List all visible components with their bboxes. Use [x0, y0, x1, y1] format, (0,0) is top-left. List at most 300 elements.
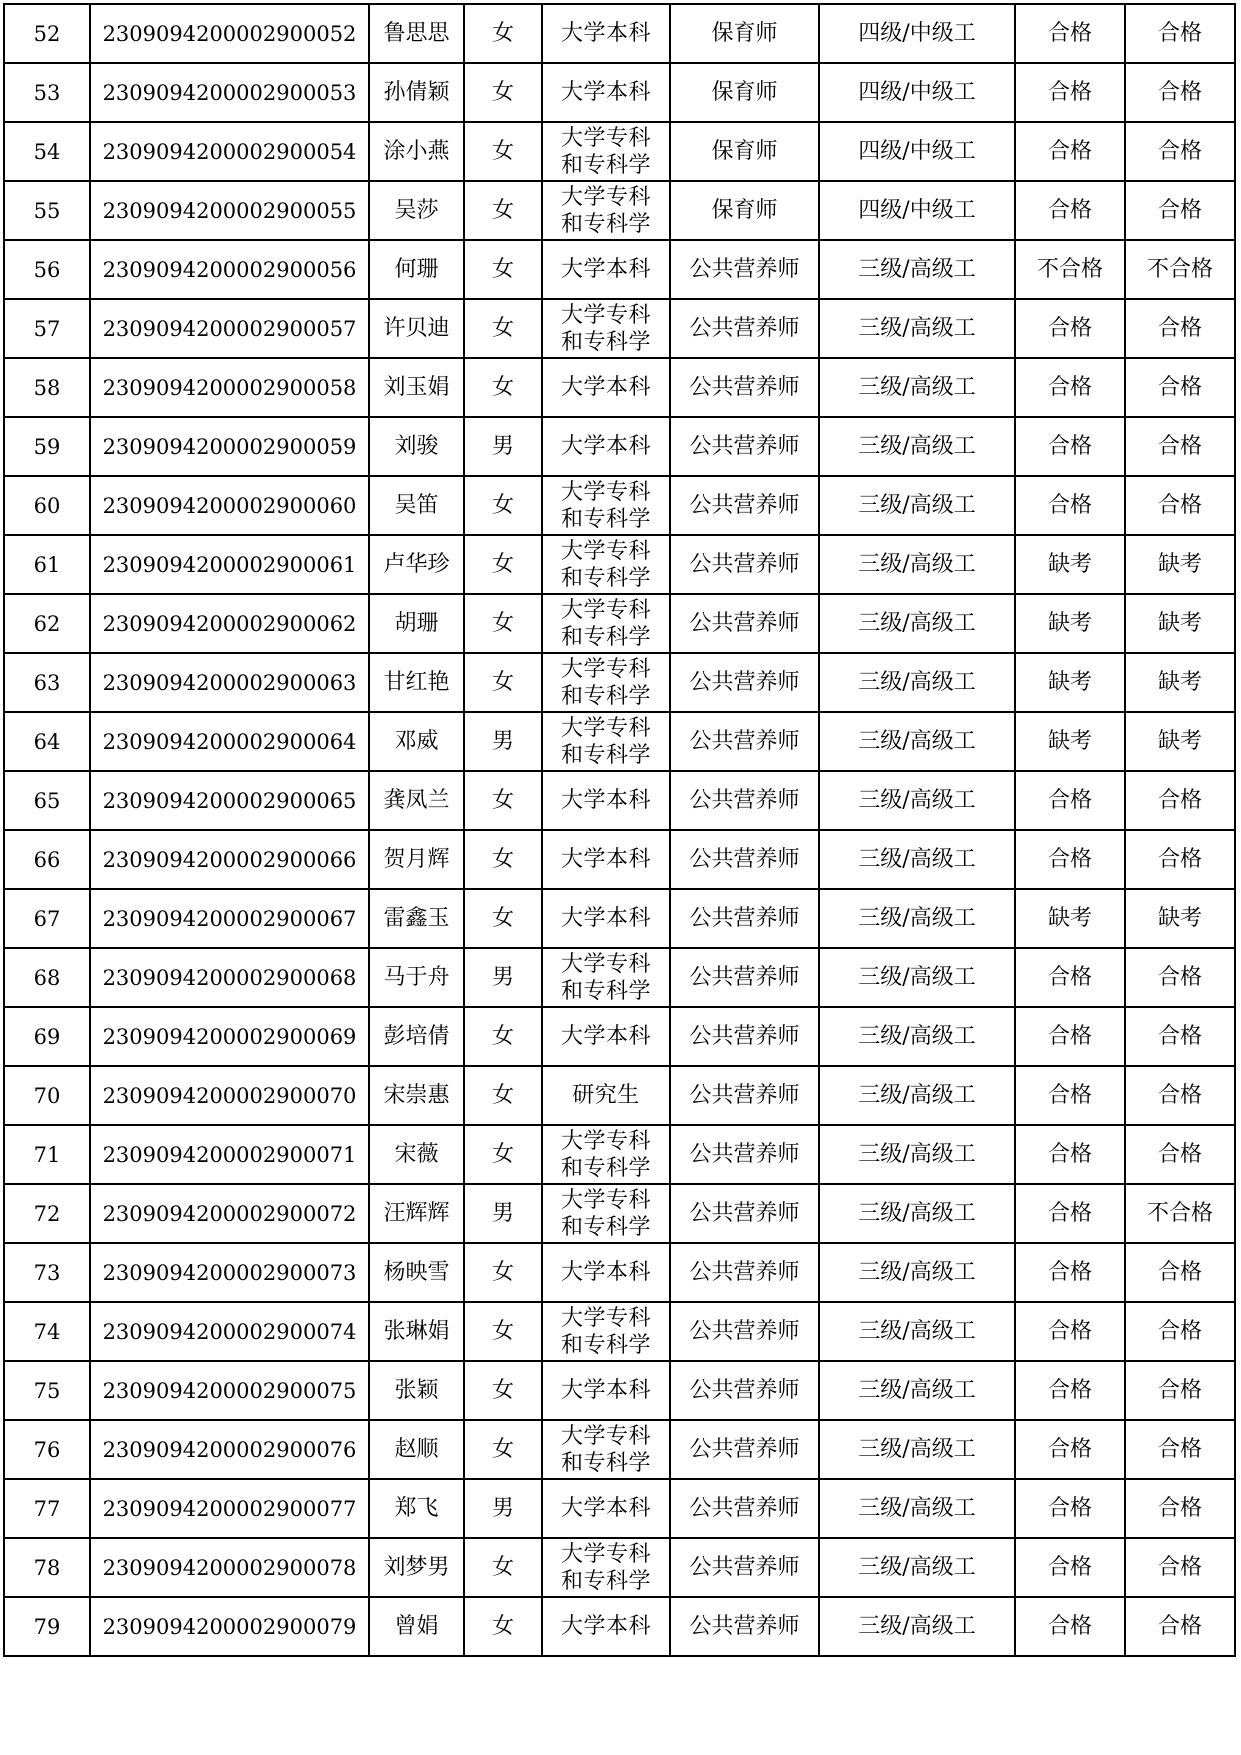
practical-result: 缺考 — [1125, 889, 1235, 948]
table-row — [4, 4, 1235, 63]
skill-level: 三级/高级工 — [819, 1125, 1015, 1184]
candidate-name: 吴莎 — [369, 181, 464, 240]
gender: 女 — [464, 594, 542, 653]
results-table — [3, 3, 1236, 1657]
certificate-id: 2309094200002900058 — [90, 358, 369, 417]
candidate-name: 刘骏 — [369, 417, 464, 476]
education-line: 大学本科 — [560, 788, 651, 813]
education — [542, 299, 670, 358]
skill-level: 三级/高级工 — [819, 417, 1015, 476]
occupation: 公共营养师 — [670, 1538, 819, 1597]
certificate-id: 2309094200002900070 — [90, 1066, 369, 1125]
education-line: 和专科学 — [560, 211, 651, 237]
occupation: 保育师 — [670, 63, 819, 122]
skill-level: 四级/中级工 — [819, 4, 1015, 63]
table-row — [4, 1302, 1235, 1361]
certificate-id: 2309094200002900071 — [90, 1125, 369, 1184]
education — [542, 712, 670, 771]
education-line: 大学本科 — [560, 21, 651, 46]
practical-result: 合格 — [1125, 299, 1235, 358]
gender: 女 — [464, 1066, 542, 1125]
education-line: 大学专科 — [560, 656, 651, 682]
occupation: 公共营养师 — [670, 1243, 819, 1302]
candidate-name: 马于舟 — [369, 948, 464, 1007]
certificate-id: 2309094200002900057 — [90, 299, 369, 358]
practical-result: 合格 — [1125, 1361, 1235, 1420]
skill-level: 三级/高级工 — [819, 1361, 1015, 1420]
occupation: 公共营养师 — [670, 358, 819, 417]
theory-result: 缺考 — [1015, 712, 1125, 771]
table-row — [4, 948, 1235, 1007]
gender: 男 — [464, 1184, 542, 1243]
education — [542, 181, 670, 240]
occupation: 保育师 — [670, 4, 819, 63]
occupation: 公共营养师 — [670, 240, 819, 299]
education-line: 大学专科 — [560, 1305, 651, 1331]
candidate-name: 吴笛 — [369, 476, 464, 535]
certificate-id: 2309094200002900077 — [90, 1479, 369, 1538]
occupation: 公共营养师 — [670, 948, 819, 1007]
theory-result: 合格 — [1015, 1066, 1125, 1125]
table-row — [4, 830, 1235, 889]
occupation: 公共营养师 — [670, 1597, 819, 1656]
theory-result: 缺考 — [1015, 535, 1125, 594]
education — [542, 535, 670, 594]
education — [542, 948, 670, 1007]
gender: 女 — [464, 1243, 542, 1302]
candidate-name: 张颖 — [369, 1361, 464, 1420]
skill-level: 三级/高级工 — [819, 771, 1015, 830]
theory-result: 合格 — [1015, 1479, 1125, 1538]
candidate-name: 雷鑫玉 — [369, 889, 464, 948]
skill-level: 四级/中级工 — [819, 181, 1015, 240]
row-number: 67 — [4, 889, 90, 948]
skill-level: 四级/中级工 — [819, 63, 1015, 122]
education-line: 和专科学 — [560, 1155, 651, 1181]
education — [542, 358, 670, 417]
occupation: 公共营养师 — [670, 535, 819, 594]
theory-result: 缺考 — [1015, 594, 1125, 653]
gender: 女 — [464, 1007, 542, 1066]
skill-level: 三级/高级工 — [819, 889, 1015, 948]
table-row — [4, 358, 1235, 417]
theory-result: 不合格 — [1015, 240, 1125, 299]
occupation: 公共营养师 — [670, 653, 819, 712]
education — [542, 594, 670, 653]
skill-level: 三级/高级工 — [819, 358, 1015, 417]
theory-result: 合格 — [1015, 358, 1125, 417]
table-row — [4, 1007, 1235, 1066]
theory-result: 合格 — [1015, 181, 1125, 240]
gender: 女 — [464, 299, 542, 358]
occupation: 公共营养师 — [670, 712, 819, 771]
row-number: 73 — [4, 1243, 90, 1302]
practical-result: 缺考 — [1125, 653, 1235, 712]
certificate-id: 2309094200002900054 — [90, 122, 369, 181]
practical-result: 缺考 — [1125, 712, 1235, 771]
practical-result: 合格 — [1125, 1479, 1235, 1538]
candidate-name: 鲁思思 — [369, 4, 464, 63]
certificate-id: 2309094200002900055 — [90, 181, 369, 240]
table-row — [4, 1479, 1235, 1538]
candidate-name: 龚凤兰 — [369, 771, 464, 830]
education — [542, 240, 670, 299]
practical-result: 合格 — [1125, 63, 1235, 122]
skill-level: 三级/高级工 — [819, 594, 1015, 653]
practical-result: 合格 — [1125, 417, 1235, 476]
occupation: 公共营养师 — [670, 771, 819, 830]
row-number: 72 — [4, 1184, 90, 1243]
education — [542, 417, 670, 476]
row-number: 74 — [4, 1302, 90, 1361]
education-line: 研究生 — [572, 1083, 640, 1108]
education-line: 和专科学 — [560, 506, 651, 532]
candidate-name: 甘红艳 — [369, 653, 464, 712]
candidate-name: 张琳娟 — [369, 1302, 464, 1361]
candidate-name: 宋崇惠 — [369, 1066, 464, 1125]
skill-level: 三级/高级工 — [819, 476, 1015, 535]
education — [542, 1007, 670, 1066]
candidate-name: 何珊 — [369, 240, 464, 299]
skill-level: 四级/中级工 — [819, 122, 1015, 181]
occupation: 公共营养师 — [670, 889, 819, 948]
gender: 女 — [464, 830, 542, 889]
theory-result: 合格 — [1015, 771, 1125, 830]
education-line: 和专科学 — [560, 1568, 651, 1594]
gender: 女 — [464, 476, 542, 535]
candidate-name: 邓威 — [369, 712, 464, 771]
candidate-name: 孙倩颖 — [369, 63, 464, 122]
row-number: 66 — [4, 830, 90, 889]
row-number: 61 — [4, 535, 90, 594]
certificate-id: 2309094200002900052 — [90, 4, 369, 63]
theory-result: 合格 — [1015, 948, 1125, 1007]
certificate-id: 2309094200002900056 — [90, 240, 369, 299]
certificate-id: 2309094200002900066 — [90, 830, 369, 889]
education-line: 大学本科 — [560, 434, 651, 459]
practical-result: 合格 — [1125, 476, 1235, 535]
practical-result: 合格 — [1125, 830, 1235, 889]
practical-result: 合格 — [1125, 1302, 1235, 1361]
table-row — [4, 240, 1235, 299]
theory-result: 合格 — [1015, 1361, 1125, 1420]
education — [542, 1066, 670, 1125]
row-number: 59 — [4, 417, 90, 476]
education — [542, 889, 670, 948]
education-line: 和专科学 — [560, 1332, 651, 1358]
occupation: 公共营养师 — [670, 1361, 819, 1420]
certificate-id: 2309094200002900063 — [90, 653, 369, 712]
occupation: 公共营养师 — [670, 1125, 819, 1184]
candidate-name: 郑飞 — [369, 1479, 464, 1538]
skill-level: 三级/高级工 — [819, 948, 1015, 1007]
certificate-id: 2309094200002900075 — [90, 1361, 369, 1420]
practical-result: 合格 — [1125, 4, 1235, 63]
candidate-name: 涂小燕 — [369, 122, 464, 181]
candidate-name: 曾娟 — [369, 1597, 464, 1656]
skill-level: 三级/高级工 — [819, 712, 1015, 771]
education — [542, 476, 670, 535]
skill-level: 三级/高级工 — [819, 299, 1015, 358]
education-line: 大学专科 — [560, 125, 651, 151]
candidate-name: 许贝迪 — [369, 299, 464, 358]
skill-level: 三级/高级工 — [819, 1184, 1015, 1243]
row-number: 65 — [4, 771, 90, 830]
education — [542, 771, 670, 830]
practical-result: 合格 — [1125, 948, 1235, 1007]
skill-level: 三级/高级工 — [819, 1302, 1015, 1361]
education — [542, 1479, 670, 1538]
table-row — [4, 1243, 1235, 1302]
education — [542, 1420, 670, 1479]
education — [542, 653, 670, 712]
row-number: 75 — [4, 1361, 90, 1420]
practical-result: 合格 — [1125, 1420, 1235, 1479]
gender: 女 — [464, 4, 542, 63]
candidate-name: 刘玉娟 — [369, 358, 464, 417]
practical-result: 合格 — [1125, 122, 1235, 181]
gender: 男 — [464, 948, 542, 1007]
occupation: 公共营养师 — [670, 1479, 819, 1538]
gender: 女 — [464, 889, 542, 948]
row-number: 78 — [4, 1538, 90, 1597]
education-line: 和专科学 — [560, 683, 651, 709]
gender: 女 — [464, 122, 542, 181]
table-row — [4, 181, 1235, 240]
education-line: 和专科学 — [560, 742, 651, 768]
gender: 女 — [464, 63, 542, 122]
occupation: 保育师 — [670, 181, 819, 240]
table-row — [4, 1184, 1235, 1243]
skill-level: 三级/高级工 — [819, 653, 1015, 712]
practical-result: 合格 — [1125, 181, 1235, 240]
certificate-id: 2309094200002900061 — [90, 535, 369, 594]
certificate-id: 2309094200002900074 — [90, 1302, 369, 1361]
certificate-id: 2309094200002900065 — [90, 771, 369, 830]
gender: 女 — [464, 1538, 542, 1597]
table-row — [4, 1125, 1235, 1184]
skill-level: 三级/高级工 — [819, 830, 1015, 889]
gender: 女 — [464, 1125, 542, 1184]
gender: 男 — [464, 712, 542, 771]
gender: 女 — [464, 653, 542, 712]
occupation: 公共营养师 — [670, 417, 819, 476]
occupation: 公共营养师 — [670, 1184, 819, 1243]
table-row — [4, 122, 1235, 181]
gender: 女 — [464, 1420, 542, 1479]
theory-result: 合格 — [1015, 1243, 1125, 1302]
table-row — [4, 889, 1235, 948]
education-line: 大学本科 — [560, 1614, 651, 1639]
row-number: 54 — [4, 122, 90, 181]
row-number: 62 — [4, 594, 90, 653]
education — [542, 1243, 670, 1302]
skill-level: 三级/高级工 — [819, 1420, 1015, 1479]
education-line: 和专科学 — [560, 329, 651, 355]
candidate-name: 宋薇 — [369, 1125, 464, 1184]
theory-result: 合格 — [1015, 1302, 1125, 1361]
table-row — [4, 712, 1235, 771]
table-row — [4, 1361, 1235, 1420]
practical-result: 不合格 — [1125, 240, 1235, 299]
skill-level: 三级/高级工 — [819, 1538, 1015, 1597]
practical-result: 合格 — [1125, 1007, 1235, 1066]
certificate-id: 2309094200002900069 — [90, 1007, 369, 1066]
row-number: 71 — [4, 1125, 90, 1184]
education-line: 大学专科 — [560, 597, 651, 623]
education-line: 大学专科 — [560, 538, 651, 564]
practical-result: 合格 — [1125, 1538, 1235, 1597]
candidate-name: 彭培倩 — [369, 1007, 464, 1066]
theory-result: 合格 — [1015, 417, 1125, 476]
skill-level: 三级/高级工 — [819, 1066, 1015, 1125]
education — [542, 4, 670, 63]
certificate-id: 2309094200002900079 — [90, 1597, 369, 1656]
education — [542, 122, 670, 181]
education-line: 大学专科 — [560, 1423, 651, 1449]
theory-result: 合格 — [1015, 476, 1125, 535]
certificate-id: 2309094200002900072 — [90, 1184, 369, 1243]
education-line: 和专科学 — [560, 624, 651, 650]
row-number: 53 — [4, 63, 90, 122]
gender: 女 — [464, 1597, 542, 1656]
occupation: 公共营养师 — [670, 1066, 819, 1125]
row-number: 63 — [4, 653, 90, 712]
occupation: 公共营养师 — [670, 830, 819, 889]
row-number: 77 — [4, 1479, 90, 1538]
row-number: 76 — [4, 1420, 90, 1479]
education-line: 大学专科 — [560, 184, 651, 210]
practical-result: 合格 — [1125, 1243, 1235, 1302]
theory-result: 合格 — [1015, 830, 1125, 889]
gender: 女 — [464, 1302, 542, 1361]
education-line: 大学本科 — [560, 257, 651, 282]
occupation: 公共营养师 — [670, 299, 819, 358]
certificate-id: 2309094200002900076 — [90, 1420, 369, 1479]
gender: 女 — [464, 535, 542, 594]
table-row — [4, 771, 1235, 830]
candidate-name: 卢华珍 — [369, 535, 464, 594]
candidate-name: 赵顺 — [369, 1420, 464, 1479]
education-line: 大学专科 — [560, 1541, 651, 1567]
occupation: 公共营养师 — [670, 476, 819, 535]
gender: 女 — [464, 1361, 542, 1420]
table-row — [4, 417, 1235, 476]
theory-result: 合格 — [1015, 1420, 1125, 1479]
table-row — [4, 1538, 1235, 1597]
theory-result: 合格 — [1015, 4, 1125, 63]
candidate-name: 刘梦男 — [369, 1538, 464, 1597]
occupation: 公共营养师 — [670, 1007, 819, 1066]
certificate-id: 2309094200002900053 — [90, 63, 369, 122]
education-line: 和专科学 — [560, 565, 651, 591]
practical-result: 缺考 — [1125, 535, 1235, 594]
education-line: 大学本科 — [560, 906, 651, 931]
certificate-id: 2309094200002900068 — [90, 948, 369, 1007]
certificate-id: 2309094200002900073 — [90, 1243, 369, 1302]
theory-result: 合格 — [1015, 1538, 1125, 1597]
education-line: 大学专科 — [560, 951, 651, 977]
theory-result: 合格 — [1015, 122, 1125, 181]
row-number: 64 — [4, 712, 90, 771]
candidate-name: 胡珊 — [369, 594, 464, 653]
practical-result: 合格 — [1125, 1125, 1235, 1184]
theory-result: 合格 — [1015, 1125, 1125, 1184]
gender: 男 — [464, 417, 542, 476]
row-number: 70 — [4, 1066, 90, 1125]
education — [542, 1302, 670, 1361]
practical-result: 合格 — [1125, 358, 1235, 417]
education-line: 大学本科 — [560, 375, 651, 400]
table-row — [4, 1597, 1235, 1656]
table-row — [4, 594, 1235, 653]
theory-result: 合格 — [1015, 1597, 1125, 1656]
education — [542, 63, 670, 122]
theory-result: 缺考 — [1015, 653, 1125, 712]
skill-level: 三级/高级工 — [819, 240, 1015, 299]
row-number: 79 — [4, 1597, 90, 1656]
certificate-id: 2309094200002900078 — [90, 1538, 369, 1597]
practical-result: 缺考 — [1125, 594, 1235, 653]
education-line: 大学本科 — [560, 80, 651, 105]
education — [542, 1184, 670, 1243]
skill-level: 三级/高级工 — [819, 1479, 1015, 1538]
table-row — [4, 299, 1235, 358]
certificate-id: 2309094200002900067 — [90, 889, 369, 948]
education-line: 大学专科 — [560, 302, 651, 328]
education-line: 和专科学 — [560, 978, 651, 1004]
education — [542, 1597, 670, 1656]
theory-result: 合格 — [1015, 1007, 1125, 1066]
skill-level: 三级/高级工 — [819, 1597, 1015, 1656]
certificate-id: 2309094200002900064 — [90, 712, 369, 771]
certificate-id: 2309094200002900060 — [90, 476, 369, 535]
certificate-id: 2309094200002900062 — [90, 594, 369, 653]
table-body — [4, 4, 1235, 1656]
gender: 女 — [464, 181, 542, 240]
education-line: 大学本科 — [560, 847, 651, 872]
table-row — [4, 653, 1235, 712]
skill-level: 三级/高级工 — [819, 1243, 1015, 1302]
occupation: 公共营养师 — [670, 594, 819, 653]
practical-result: 合格 — [1125, 771, 1235, 830]
theory-result: 缺考 — [1015, 889, 1125, 948]
row-number: 69 — [4, 1007, 90, 1066]
practical-result: 合格 — [1125, 1066, 1235, 1125]
education — [542, 1125, 670, 1184]
education — [542, 830, 670, 889]
occupation: 公共营养师 — [670, 1420, 819, 1479]
practical-result: 不合格 — [1125, 1184, 1235, 1243]
occupation: 保育师 — [670, 122, 819, 181]
education-line: 大学本科 — [560, 1024, 651, 1049]
theory-result: 合格 — [1015, 299, 1125, 358]
practical-result: 合格 — [1125, 1597, 1235, 1656]
table-row — [4, 1066, 1235, 1125]
gender: 男 — [464, 1479, 542, 1538]
education-line: 和专科学 — [560, 1214, 651, 1240]
education — [542, 1538, 670, 1597]
education-line: 大学本科 — [560, 1496, 651, 1521]
row-number: 57 — [4, 299, 90, 358]
education — [542, 1361, 670, 1420]
theory-result: 合格 — [1015, 1184, 1125, 1243]
education-line: 和专科学 — [560, 1450, 651, 1476]
education-line: 大学专科 — [560, 715, 651, 741]
table-row — [4, 535, 1235, 594]
row-number: 55 — [4, 181, 90, 240]
education-line: 大学专科 — [560, 1187, 651, 1213]
